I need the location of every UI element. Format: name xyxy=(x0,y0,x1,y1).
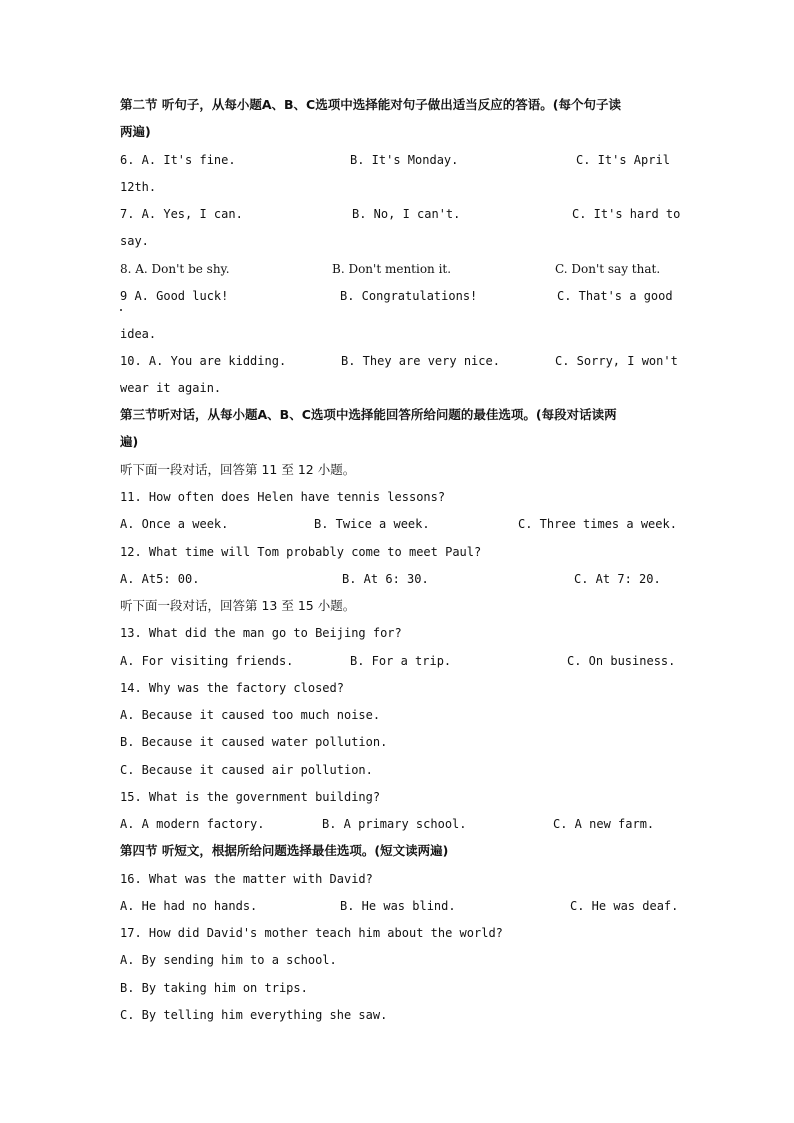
q13-option-a: A. For visiting friends. xyxy=(120,654,294,668)
question-16-options xyxy=(120,896,679,916)
section3-heading-line2: 遍) xyxy=(120,434,139,449)
question-15-options xyxy=(120,814,676,834)
q9-option-c: C. That's a good xyxy=(557,289,673,303)
q16-option-b: B. He was blind. xyxy=(340,899,456,913)
q15-option-a: A. A modern factory. xyxy=(120,817,265,831)
q12-option-a: A. At5: 00. xyxy=(120,572,200,586)
question-13-options xyxy=(120,651,676,671)
q8-option-a: 8. A. Don't be shy. xyxy=(120,262,230,276)
section3-heading-line1: 第三节听对话，从每小题A、B、C选项中选择能回答所给问题的最佳选项。(每段对话读两 xyxy=(120,407,617,422)
question-17: 17. How did David's mother teach him about the world? xyxy=(120,926,503,940)
q12-option-c: C. At 7: 20. xyxy=(574,572,661,586)
q9-option-a: 9 A. Good luck! xyxy=(120,289,229,303)
q10-option-c: C. Sorry, I won't xyxy=(555,354,678,368)
section2-heading-line1: 第二节 听句子，从每小题A、B、C选项中选择能对句子做出适当反应的答语。(每个句子读 xyxy=(120,97,621,112)
q7-option-b: B. No, I can't. xyxy=(352,207,461,221)
q10-option-b: B. They are very nice. xyxy=(341,354,500,368)
question-13: 13. What did the man go to Beijing for? xyxy=(120,626,402,640)
question-11: 11. How often does Helen have tennis lessons? xyxy=(120,490,446,504)
q17-option-c: C. By telling him everything she saw. xyxy=(120,1008,388,1022)
q7-continuation: say. xyxy=(120,234,149,248)
q11-option-a: A. Once a week. xyxy=(120,517,229,531)
question-14: 14. Why was the factory closed? xyxy=(120,681,344,695)
q13-option-b: B. For a trip. xyxy=(350,654,452,668)
question-6-options xyxy=(120,150,676,170)
section3-intro-1: 听下面一段对话，回答第 11 至 12 小题。 xyxy=(120,462,356,477)
question-11-options xyxy=(120,514,676,534)
q8-option-b: B. Don't mention it. xyxy=(332,262,452,276)
question-12: 12. What time will Tom probably come to meet Paul? xyxy=(120,545,482,559)
q10-continuation: wear it again. xyxy=(120,381,222,395)
question-15: 15. What is the government building? xyxy=(120,790,381,804)
q7-option-c: C. It's hard to xyxy=(572,207,681,221)
q15-option-c: C. A new farm. xyxy=(553,817,655,831)
q11-option-c: C. Three times a week. xyxy=(518,517,677,531)
q15-option-b: B. A primary school. xyxy=(322,817,467,831)
q14-option-a: A. Because it caused too much noise. xyxy=(120,708,381,722)
q14-option-b: B. Because it caused water pollution. xyxy=(120,735,388,749)
q12-option-b: B. At 6: 30. xyxy=(342,572,429,586)
q7-option-a: 7. A. Yes, I can. xyxy=(120,207,243,221)
q6-continuation: 12th. xyxy=(120,180,157,194)
section4-heading: 第四节 听短文，根据所给问题选择最佳选项。(短文读两遍) xyxy=(120,843,449,858)
question-8-options xyxy=(120,259,676,279)
q6-option-a: 6. A. It's fine. xyxy=(120,153,236,167)
q17-option-a: A. By sending him to a school. xyxy=(120,953,337,967)
q13-option-c: C. On business. xyxy=(567,654,676,668)
q11-option-b: B. Twice a week. xyxy=(314,517,430,531)
q9-continuation: idea. xyxy=(120,327,157,341)
question-7-options xyxy=(120,204,681,224)
q10-option-a: 10. A. You are kidding. xyxy=(120,354,287,368)
q9-option-b: B. Congratulations! xyxy=(340,289,478,303)
question-16: 16. What was the matter with David? xyxy=(120,872,373,886)
section3-intro-2: 听下面一段对话，回答第 13 至 15 小题。 xyxy=(120,598,356,613)
q6-option-b: B. It's Monday. xyxy=(350,153,459,167)
question-12-options xyxy=(120,569,676,589)
q16-option-c: C. He was deaf. xyxy=(570,899,679,913)
q8-option-c: C. Don't say that. xyxy=(555,262,661,276)
section2-heading-line2: 两遍) xyxy=(120,124,151,139)
question-9-options xyxy=(120,286,676,306)
q14-option-c: C. Because it caused air pollution. xyxy=(120,763,373,777)
q6-option-c: C. It's April xyxy=(576,153,670,167)
question-10-options xyxy=(120,351,676,371)
stray-mark xyxy=(120,309,122,311)
q16-option-a: A. He had no hands. xyxy=(120,899,258,913)
q17-option-b: B. By taking him on trips. xyxy=(120,981,308,995)
